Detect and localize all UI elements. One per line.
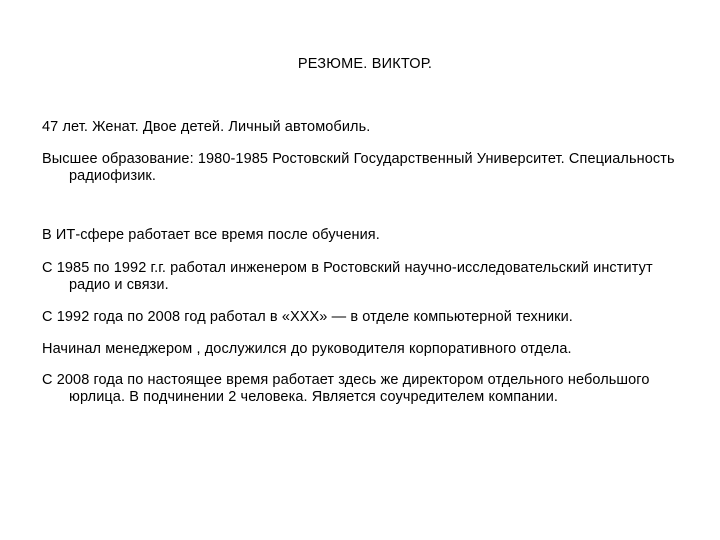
paragraph-it-sphere: В ИТ-сфере работает все время после обучения. <box>42 227 380 243</box>
paragraph-career-growth: Начинал менеджером , дослужился до руководителя корпоративного отдела. <box>42 341 572 357</box>
paragraph-job-1985-1992: С 1985 по 1992 г.г. работал инженером в Ростовский научно-исследовательский институт радио и связи. <box>42 260 653 293</box>
paragraph-education: Высшее образование: 1980-1985 Ростовский Государственный Университет. Специальность радиофизик. <box>42 151 675 184</box>
paragraph-personal-info: 47 лет. Женат. Двое детей. Личный автомобиль. <box>42 119 371 135</box>
resume-title: РЕЗЮМЕ. ВИКТОР. <box>297 56 433 72</box>
paragraph-job-2008-present: С 2008 года по настоящее время работает здесь же директором отдельного небольшого юрлица. В подчинении 2 человека. Является соучредителем компании. <box>42 372 650 405</box>
paragraph-job-1992-2008: С 1992 года по 2008 год работал в «ХХХ» — в отделе компьютерной техники. <box>42 309 573 325</box>
